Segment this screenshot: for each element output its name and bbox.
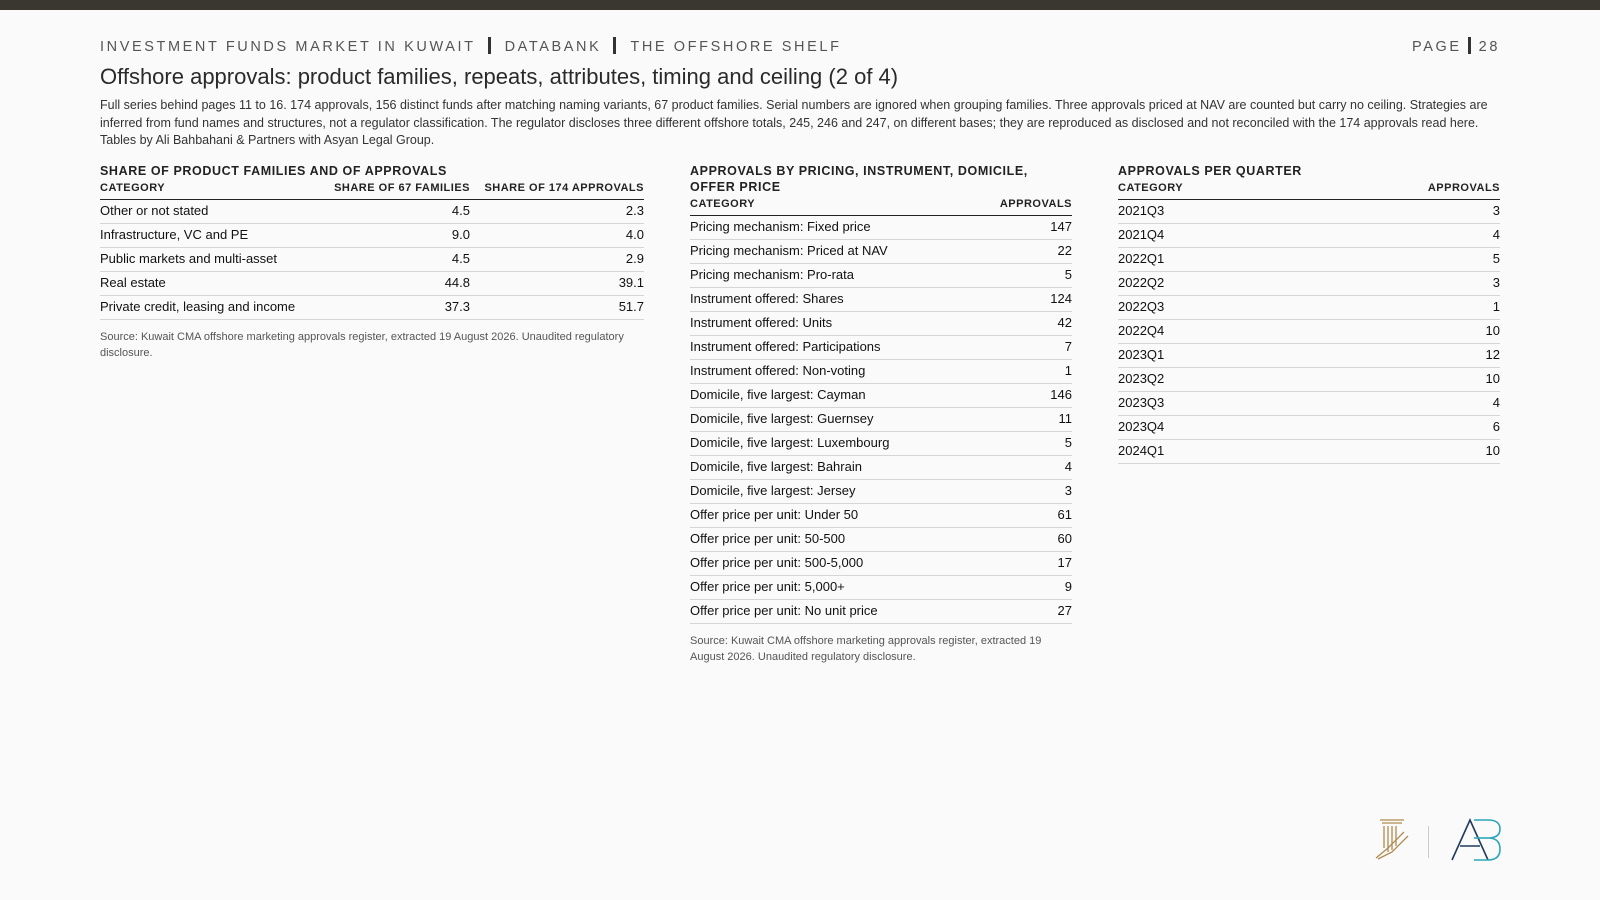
row-category: Domicile, five largest: Jersey [690, 480, 971, 504]
row-category: Private credit, leasing and income [100, 296, 300, 320]
table-row [100, 296, 644, 320]
column-header-category: CATEGORY [100, 179, 300, 200]
table-row [690, 480, 1072, 504]
row-quarter: 2022Q4 [1118, 320, 1299, 344]
row-approvals-share: 2.9 [470, 248, 644, 272]
row-families-share: 4.5 [300, 248, 470, 272]
table-row [690, 336, 1072, 360]
row-category: Instrument offered: Units [690, 312, 971, 336]
row-quarter: 2022Q1 [1118, 248, 1299, 272]
families-share-panel [100, 163, 644, 361]
table-row [1118, 416, 1500, 440]
row-approvals: 17 [971, 552, 1072, 576]
table-row [690, 504, 1072, 528]
table-row [690, 264, 1072, 288]
row-approvals: 7 [971, 336, 1072, 360]
row-quarter: 2022Q2 [1118, 272, 1299, 296]
quarterly-body [1118, 200, 1500, 464]
source-note: Source: Kuwait CMA offshore marketing approvals register, extracted 19 August 2026. Unaudited regulatory disclosure. [690, 635, 1042, 663]
row-approvals: 5 [1299, 248, 1500, 272]
row-category: Offer price per unit: 5,000+ [690, 576, 971, 600]
column-header-category: CATEGORY [690, 195, 971, 216]
source-note: Source: Kuwait CMA offshore marketing approvals register, extracted 19 August 2026. Unaudited regulatory disclosure. [100, 331, 624, 359]
table-row [690, 360, 1072, 384]
table-row [690, 384, 1072, 408]
attributes-title: APPROVALS BY PRICING, INSTRUMENT, DOMICILE, OFFER PRICE [690, 164, 1028, 194]
column-header-approvals: SHARE OF 174 APPROVALS [470, 179, 644, 200]
table-header-row [100, 179, 644, 200]
table-row [690, 456, 1072, 480]
row-approvals: 146 [971, 384, 1072, 408]
row-approvals: 1 [971, 360, 1072, 384]
row-approvals: 4 [971, 456, 1072, 480]
row-category: Other or not stated [100, 200, 300, 224]
table-row [1118, 272, 1500, 296]
table-header-row [690, 195, 1072, 216]
intro-paragraph: Full series behind pages 11 to 16. 174 approvals, 156 distinct funds after matching naming variants, 67 product families. Serial numbers are ignored when grouping families. Three approvals priced at NAV are counted but carry no ceiling. Strategies are inferred from fund names and structures, not a regulator classification. The regulator discloses three different offshore totals, 245, 246 and 247, on different bases; they are reproduced as disclosed and not reconciled with the 174 approvals read here. Tables by Ali Bahbahani & Partners with Asyan Legal Group. [100, 98, 1488, 147]
table-row [690, 216, 1072, 240]
table-row [100, 248, 644, 272]
header-subsection: THE OFFSHORE SHELF [630, 39, 842, 55]
row-approvals: 60 [971, 528, 1072, 552]
row-approvals: 10 [1299, 320, 1500, 344]
families-share-table [100, 179, 644, 320]
row-category: Domicile, five largest: Bahrain [690, 456, 971, 480]
row-category: Offer price per unit: No unit price [690, 600, 971, 624]
row-families-share: 4.5 [300, 200, 470, 224]
row-families-share: 9.0 [300, 224, 470, 248]
row-quarter: 2021Q3 [1118, 200, 1299, 224]
row-category: Real estate [100, 272, 300, 296]
row-category: Instrument offered: Shares [690, 288, 971, 312]
row-approvals: 5 [971, 264, 1072, 288]
families-share-title: SHARE OF PRODUCT FAMILIES AND OF APPROVALS [100, 164, 447, 178]
table-row [1118, 200, 1500, 224]
row-families-share: 44.8 [300, 272, 470, 296]
header-section: DATABANK [504, 39, 602, 55]
row-approvals-share: 4.0 [470, 224, 644, 248]
row-category: Offer price per unit: Under 50 [690, 504, 971, 528]
table-row [1118, 296, 1500, 320]
table-row [1118, 224, 1500, 248]
row-category: Offer price per unit: 500-5,000 [690, 552, 971, 576]
attributes-body [690, 216, 1072, 624]
table-row [690, 408, 1072, 432]
families-share-body [100, 200, 644, 320]
row-approvals: 22 [971, 240, 1072, 264]
quarterly-table [1118, 179, 1500, 464]
attributes-table [690, 195, 1072, 624]
row-category: Domicile, five largest: Cayman [690, 384, 971, 408]
table-row [1118, 368, 1500, 392]
table-row [690, 312, 1072, 336]
table-row [100, 200, 644, 224]
column-header-approvals: APPROVALS [971, 195, 1072, 216]
row-approvals: 4 [1299, 392, 1500, 416]
row-category: Instrument offered: Participations [690, 336, 971, 360]
table-row [100, 272, 644, 296]
row-quarter: 2023Q2 [1118, 368, 1299, 392]
table-row [1118, 440, 1500, 464]
row-approvals: 11 [971, 408, 1072, 432]
quarterly-title: APPROVALS PER QUARTER [1118, 164, 1302, 178]
row-quarter: 2023Q3 [1118, 392, 1299, 416]
table-row [1118, 392, 1500, 416]
row-quarter: 2021Q4 [1118, 224, 1299, 248]
header-divider [1468, 37, 1471, 54]
row-category: Pricing mechanism: Priced at NAV [690, 240, 971, 264]
running-header [100, 37, 1500, 55]
table-row [1118, 320, 1500, 344]
row-category: Pricing mechanism: Fixed price [690, 216, 971, 240]
table-row [690, 600, 1072, 624]
row-approvals: 147 [971, 216, 1072, 240]
column-header-families: SHARE OF 67 FAMILIES [300, 179, 470, 200]
header-divider [613, 37, 616, 54]
row-approvals: 10 [1299, 440, 1500, 464]
row-approvals-share: 51.7 [470, 296, 644, 320]
row-approvals: 27 [971, 600, 1072, 624]
header-divider [488, 37, 491, 54]
row-category: Domicile, five largest: Guernsey [690, 408, 971, 432]
table-row [690, 288, 1072, 312]
column-header-approvals: APPROVALS [1299, 179, 1500, 200]
row-quarter: 2024Q1 [1118, 440, 1299, 464]
row-approvals: 10 [1299, 368, 1500, 392]
table-row [690, 552, 1072, 576]
row-approvals: 9 [971, 576, 1072, 600]
row-approvals: 42 [971, 312, 1072, 336]
row-category: Pricing mechanism: Pro-rata [690, 264, 971, 288]
page-label: PAGE [1412, 39, 1462, 55]
row-approvals: 124 [971, 288, 1072, 312]
table-row [690, 528, 1072, 552]
table-row [690, 432, 1072, 456]
row-category: Offer price per unit: 50-500 [690, 528, 971, 552]
row-category: Domicile, five largest: Luxembourg [690, 432, 971, 456]
row-quarter: 2023Q4 [1118, 416, 1299, 440]
top-bar [0, 0, 1600, 10]
row-quarter: 2023Q1 [1118, 344, 1299, 368]
page-number: 28 [1478, 39, 1500, 55]
table-row [690, 576, 1072, 600]
quarterly-panel [1118, 163, 1500, 464]
row-quarter: 2022Q3 [1118, 296, 1299, 320]
logo-divider [1428, 826, 1429, 858]
table-row [1118, 344, 1500, 368]
page-indicator [1412, 37, 1500, 55]
row-approvals: 3 [971, 480, 1072, 504]
row-approvals: 1 [1299, 296, 1500, 320]
row-approvals: 6 [1299, 416, 1500, 440]
row-families-share: 37.3 [300, 296, 470, 320]
header-breadcrumb [100, 37, 842, 55]
row-approvals: 3 [1299, 200, 1500, 224]
row-approvals: 12 [1299, 344, 1500, 368]
row-approvals: 5 [971, 432, 1072, 456]
column-pillar-logo-icon [1374, 818, 1410, 860]
row-approvals: 3 [1299, 272, 1500, 296]
row-category: Public markets and multi-asset [100, 248, 300, 272]
table-row [1118, 248, 1500, 272]
row-approvals-share: 39.1 [470, 272, 644, 296]
header-report: INVESTMENT FUNDS MARKET IN KUWAIT [100, 39, 476, 55]
table-row [690, 240, 1072, 264]
row-approvals-share: 2.3 [470, 200, 644, 224]
row-approvals: 4 [1299, 224, 1500, 248]
row-approvals: 61 [971, 504, 1072, 528]
table-header-row [1118, 179, 1500, 200]
ab-monogram-logo-icon [1450, 818, 1502, 862]
row-category: Instrument offered: Non-voting [690, 360, 971, 384]
table-row [100, 224, 644, 248]
page-title: Offshore approvals: product families, repeats, attributes, timing and ceiling (2 of 4) [100, 64, 899, 89]
row-category: Infrastructure, VC and PE [100, 224, 300, 248]
column-header-category: CATEGORY [1118, 179, 1299, 200]
attributes-panel [690, 163, 1072, 665]
